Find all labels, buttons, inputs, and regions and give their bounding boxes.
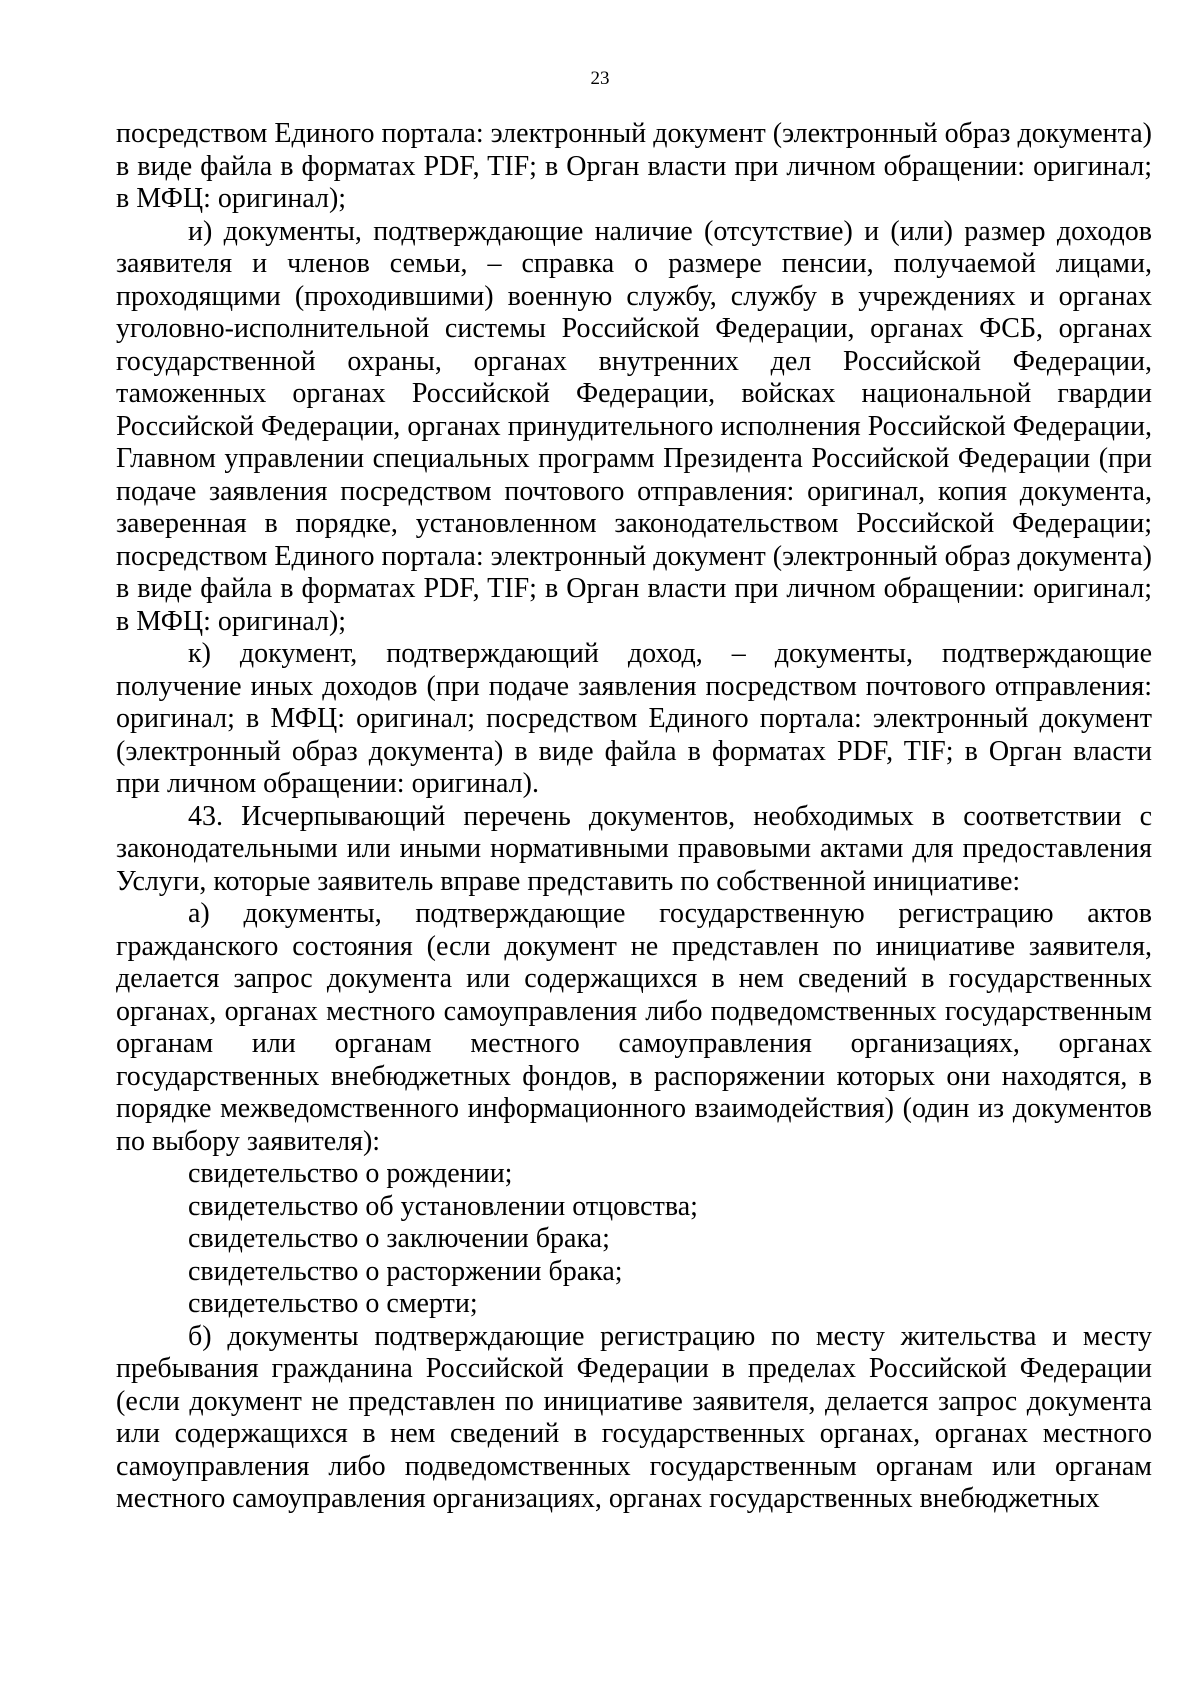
paragraph-item-b: б) документы подтверждающие регистрацию по месту жительства и месту пребывания гражданина Российской Федерации в пределах Российской Федерации (если документ не представлен по инициативе заявителя, делается запрос документа или содержащихся в нем сведений в государственных органах, органах местного самоуправления либо подведомственных государственным органам или органам местного самоуправления организациях, органах государственных внебюджетных [116,1320,1152,1514]
list-item: свидетельство об установлении отцовства; [188,1190,698,1222]
paragraph-item-k: к) документ, подтверждающий доход, – документы, подтверждающие получение иных доходов (при подаче заявления посредством почтового отправления: оригинал; в МФЦ: оригинал; посредством Единого портала: электронный документ (электронный образ документа) в виде файла в форматах PDF, TIF; в Орган власти при личном обращении: оригинал). [116,638,1152,799]
paragraph-item-a: а) документы, подтверждающие государственную регистрацию актов гражданского состояния (если документ не представлен по инициативе заявителя, делается запрос документа или содержащихся в нем сведений в государственных органах, органах местного самоуправления либо подведомственных государственным органам или органам местного самоуправления организациях, органах государственных внебюджетных фондов, в распоряжении которых они находятся, в порядке межведомственного информационного взаимодействия) (один из документов по выбору заявителя): [116,898,1152,1157]
list-item: свидетельство о расторжении брака; [188,1255,623,1287]
paragraph-item-i: и) документы, подтверждающие наличие (отсутствие) и (или) размер доходов заявителя и членов семьи, – справка о размере пенсии, получаемой лицами, проходящими (проходившими) военную службу, службу в учреждениях и органах уголовно-исполнительной системы Российской Федерации, органах ФСБ, органах государственной охраны, органах внутренних дел Российской Федерации, таможенных органах Российской Федерации, войсках национальной гвардии Российской Федерации, органах принудительного исполнения Российской Федерации, Главном управлении специальных программ Президента Российской Федерации (при подаче заявления посредством почтового отправления: оригинал, копия документа, заверенная в порядке, установленном законодательством Российской Федерации; посредством Единого портала: электронный документ (электронный образ документа) в виде файла в форматах PDF, TIF; в Орган власти при личном обращении: оригинал; в МФЦ: оригинал); [116,215,1152,637]
list-item: свидетельство о рождении; [188,1158,513,1189]
paragraph-continuation: посредством Единого портала: электронный документ (электронный образ документа) в виде файла в форматах PDF, TIF; в Орган власти при личном обращении: оригинал; в МФЦ: оригинал); [116,118,1152,214]
list-item: свидетельство о смерти; [188,1288,478,1319]
list-item: свидетельство о заключении брака; [188,1223,610,1254]
paragraph-43: 43. Исчерпывающий перечень документов, необходимых в соответствии с законодательными или иными нормативными правовыми актами для предоставления Услуги, которые заявитель вправе представить по собственной инициативе: [116,800,1152,897]
page-number: 23 [590,68,610,89]
document-body [116,118,1152,1516]
